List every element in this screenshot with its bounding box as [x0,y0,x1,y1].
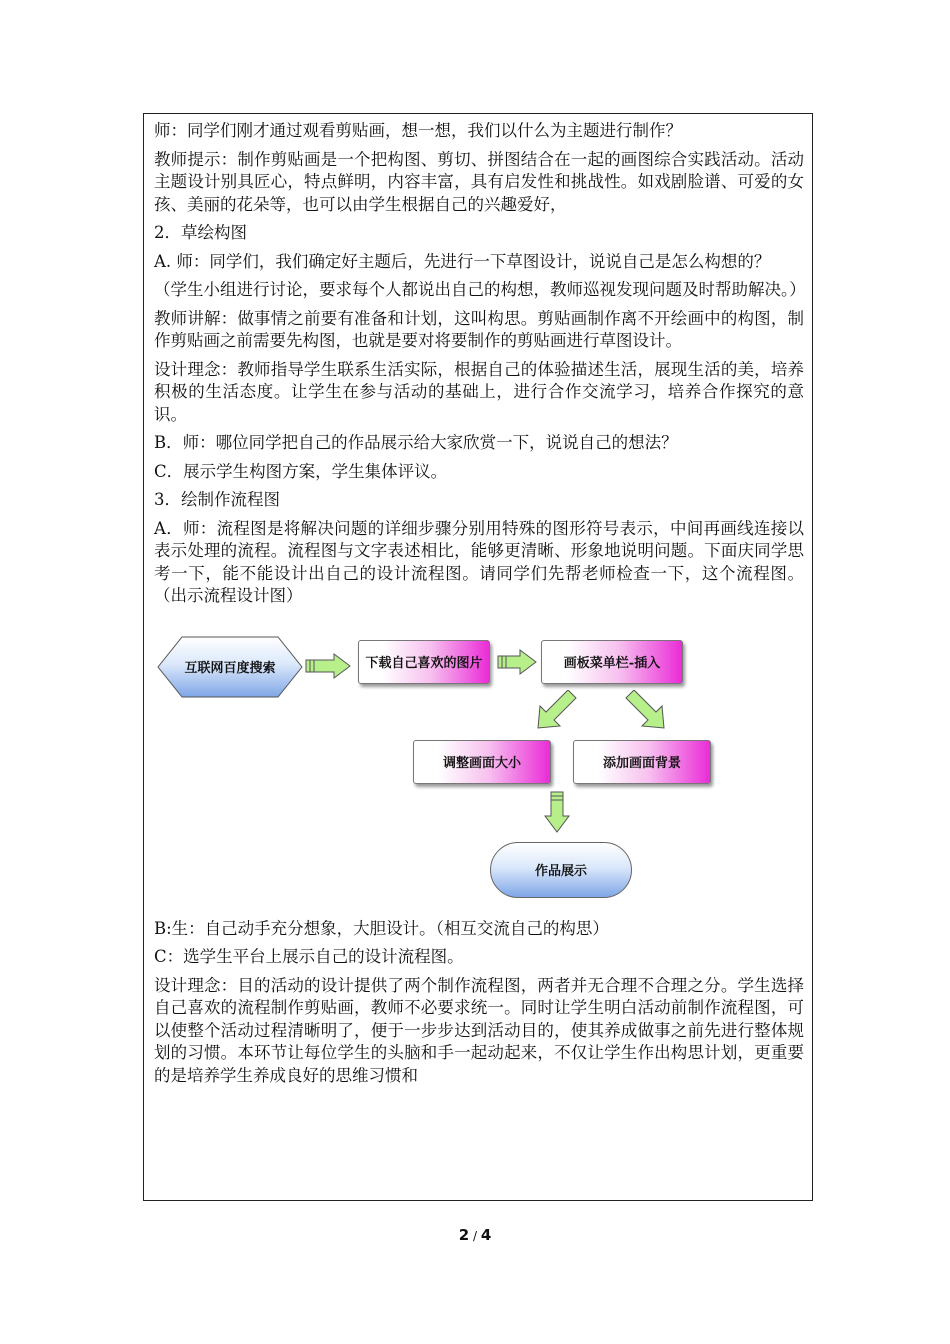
down-left-arrow-icon [534,690,578,732]
down-arrow-icon [544,790,570,834]
paragraph: C．展示学生构图方案，学生集体评议。 [154,461,448,481]
flow-step-insert: 画板菜单栏-插入 [541,640,683,684]
right-arrow-icon [496,648,538,676]
right-arrow-icon [304,652,352,680]
paragraph: B．师：哪位同学把自己的作品展示给大家欣赏一下，说说自己的想法？ [154,433,678,452]
flow-step-download: 下载自己喜欢的图片 [358,640,490,684]
total-pages: 4 [480,1226,492,1244]
paragraph: C：选学生平台上展示自己的设计流程图。 [154,947,464,966]
down-right-arrow-icon [624,690,668,732]
paragraph: B:生：自己动手充分想象，大胆设计。（相互交流自己的构思） [154,918,609,938]
section-heading: 2．草绘构图 [154,223,247,242]
flowchart-diagram [154,614,804,914]
flow-step-search: 互联网百度搜索 [184,661,276,676]
flow-step-showcase: 作品展示 [490,842,632,898]
page-number: 2 / 4 [458,1226,492,1244]
paragraph: 师：同学们刚才通过观看剪贴画，想一想，我们以什么为主题进行制作？ [154,121,682,140]
flow-step-background: 添加画面背景 [573,740,711,784]
current-page: 2 [458,1226,470,1244]
paragraph: A．师：流程图是将解决问题的详细步骤分别用特殊的图形符号表示，中间再画线连接以表示处理的流程。流程图与文字表述相比，能够更清晰、形象地说明问题。下面庆同学思考一下，能不能设计出自己的设计流程图。请同学们先帮老师检查一下，这个流程图。（出示流程设计图） [154,518,804,605]
paragraph: 教师讲解：做事情之前要有准备和计划，这叫构思。剪贴画制作离不开绘画中的构图，制作剪贴画之前需要先构图，也就是要对将要制作的剪贴画进行草图设计。 [154,308,804,350]
flow-step-resize: 调整画面大小 [413,740,551,784]
paragraph: 设计理念：目的活动的设计提供了两个制作流程图，两者并无合理不合理之分。学生选择自己喜欢的流程制作剪贴画，教师不必要求统一。同时让学生明白活动前制作流程图，可以使整个活动过程清晰明了，便于一步步达到活动目的，使其养成做事之前先进行整体规划的习惯。本环节让每位学生的头脑和手一起动起来，不仅让学生作出构思计划，更重要的是培养学生养成良好的思维习惯和 [154,975,804,1085]
section-heading: 3．绘制作流程图 [154,490,280,509]
paragraph: 设计理念：教师指导学生联系生活实际，根据自己的体验描述生活，展现生活的美，培养积极的生活态度。让学生在参与活动的基础上，进行合作交流学习，培养合作探究的意识。 [154,359,804,424]
content-table-cell [143,113,813,1201]
paragraph: A. 师：同学们，我们确定好主题后，先进行一下草图设计，说说自己是怎么构想的？ [154,251,771,271]
paragraph: 教师提示：制作剪贴画是一个把构图、剪切、拼图结合在一起的画图综合实践活动。活动主题设计别具匠心，特点鲜明，内容丰富，具有启发性和挑战性。如戏剧脸谱、可爱的女孩、美丽的花朵等，也可以由学生根据自己的兴趣爱好， [154,149,804,214]
lesson-content [154,120,804,1087]
paragraph: （学生小组进行讨论，要求每个人都说出自己的构想，教师巡视发现问题及时帮助解决。） [154,280,806,299]
